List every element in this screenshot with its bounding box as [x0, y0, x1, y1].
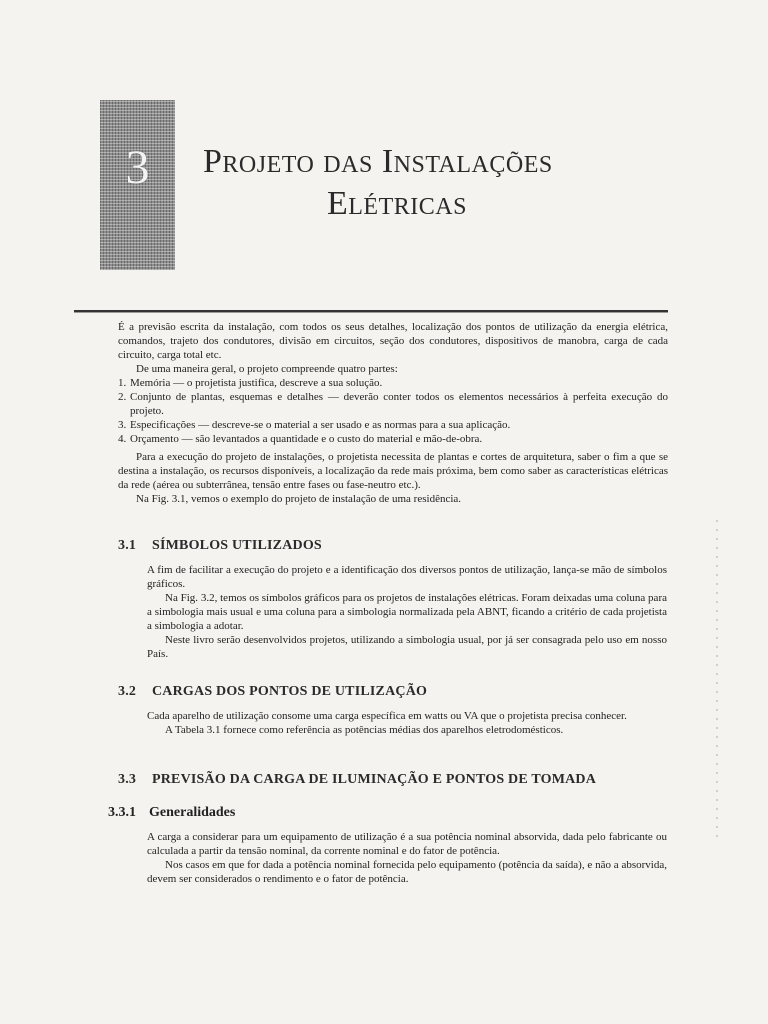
section-number: 3.2 — [118, 684, 137, 699]
list-number: 2. — [118, 391, 127, 403]
chapter-title-line2: Elétricas — [327, 185, 467, 222]
list-item — [118, 432, 668, 446]
chapter-number-block — [100, 100, 175, 270]
s331-paragraph-2: Nos casos em que for dada a potência nominal fornecida pelo equipamento (potência da saída), e não a absorvida, devem ser considerados o rendimento e o fator de potência. — [147, 859, 667, 885]
s31-paragraph-2: Na Fig. 3.2, temos os símbolos gráficos para os projetos de instalações elétricas. Foram deixadas uma coluna para a simbologia mais usual e uma coluna para a simbologia normalizada pela ABNT, ficando a critério de cada projetista a simbologia a adotar. — [147, 592, 667, 632]
title-divider — [74, 310, 668, 313]
list-text: Conjunto de plantas, esquemas e detalhes — deverão conter todos os elementos necessários à perfeita execução do projeto. — [130, 391, 668, 417]
intro-paragraph-1: É a previsão escrita da instalação, com todos os seus detalhes, localização dos pontos de utilização da energia elétrica, comandos, trajeto dos condutores, divisão em circuitos, seção dos condutores, dispositivos de manobra, carga de cada circuito, carga total etc. — [118, 321, 668, 361]
s32-paragraph-2: A Tabela 3.1 fornece como referência as potências médias dos aparelhos eletrodomésticos. — [165, 724, 564, 736]
list-item — [118, 390, 668, 418]
section-3-3-1-heading — [108, 805, 235, 821]
s331-paragraph-1: A carga a considerar para um equipamento de utilização é a sua potência nominal absorvida, dada pelo fabricante ou calculada a partir da tensão nominal, da corrente nominal e do fator de potência. — [147, 831, 667, 857]
s32-paragraph-1: Cada aparelho de utilização consome uma carga específica em watts ou VA que o projetista precisa conhecer. — [147, 710, 627, 722]
section-title: PREVISÃO DA CARGA DE ILUMINAÇÃO E PONTOS DE TOMADA — [152, 772, 597, 787]
list-item — [118, 418, 668, 432]
section-number: 3.3 — [118, 772, 137, 787]
section-3-1-body — [147, 563, 667, 661]
section-3-1-heading — [118, 538, 322, 554]
section-title: Generalidades — [149, 805, 236, 820]
list-number: 1. — [118, 377, 127, 389]
section-title: SÍMBOLOS UTILIZADOS — [152, 538, 322, 553]
intro-paragraph-4: Na Fig. 3.1, vemos o exemplo do projeto de instalação de uma residência. — [136, 493, 462, 505]
s31-paragraph-3: Neste livro serão desenvolvidos projetos, utilizando a simbologia usual, por já ser consagrada pelo uso em nosso País. — [147, 634, 667, 660]
list-number: 4. — [118, 433, 127, 445]
intro-paragraph-3: Para a execução do projeto de instalações, o projetista necessita de plantas e cortes de arquitetura, saber o fim a que se destina a instalação, os recursos disponíveis, a localização da rede mais próxima, bem como saber as características elétricas da rede (aérea ou subterrânea, tensão entre fases ou fase-neutro etc.). — [118, 451, 668, 491]
section-3-2-heading — [118, 684, 427, 700]
section-title: CARGAS DOS PONTOS DE UTILIZAÇÃO — [152, 684, 428, 699]
list-number: 3. — [118, 419, 127, 431]
chapter-title-line1: Projeto das Instalações — [203, 143, 553, 180]
chapter-number: 3 — [125, 141, 150, 194]
s31-paragraph-1: A fim de facilitar a execução do projeto e a identificação dos diversos pontos de utilização, lança-se mão de símbolos gráficos. — [147, 564, 667, 590]
list-text: Especificações — descreve-se o material a ser usado e as normas para a sua aplicação. — [130, 419, 511, 431]
intro-section — [118, 320, 668, 506]
section-number: 3.1 — [118, 538, 137, 553]
list-text: Orçamento — são levantados a quantidade e o custo do material e mão-de-obra. — [130, 433, 483, 445]
section-number: 3.3.1 — [108, 805, 136, 820]
project-parts-list — [118, 376, 668, 446]
list-text: Memória — o projetista justifica, descreve a sua solução. — [130, 377, 383, 389]
scan-margin-artifact — [716, 520, 718, 840]
section-3-3-heading — [118, 772, 596, 788]
section-3-3-1-body — [147, 830, 667, 886]
intro-paragraph-2: De uma maneira geral, o projeto compreende quatro partes: — [136, 363, 398, 375]
list-item — [118, 376, 668, 390]
section-3-2-body — [147, 709, 667, 737]
